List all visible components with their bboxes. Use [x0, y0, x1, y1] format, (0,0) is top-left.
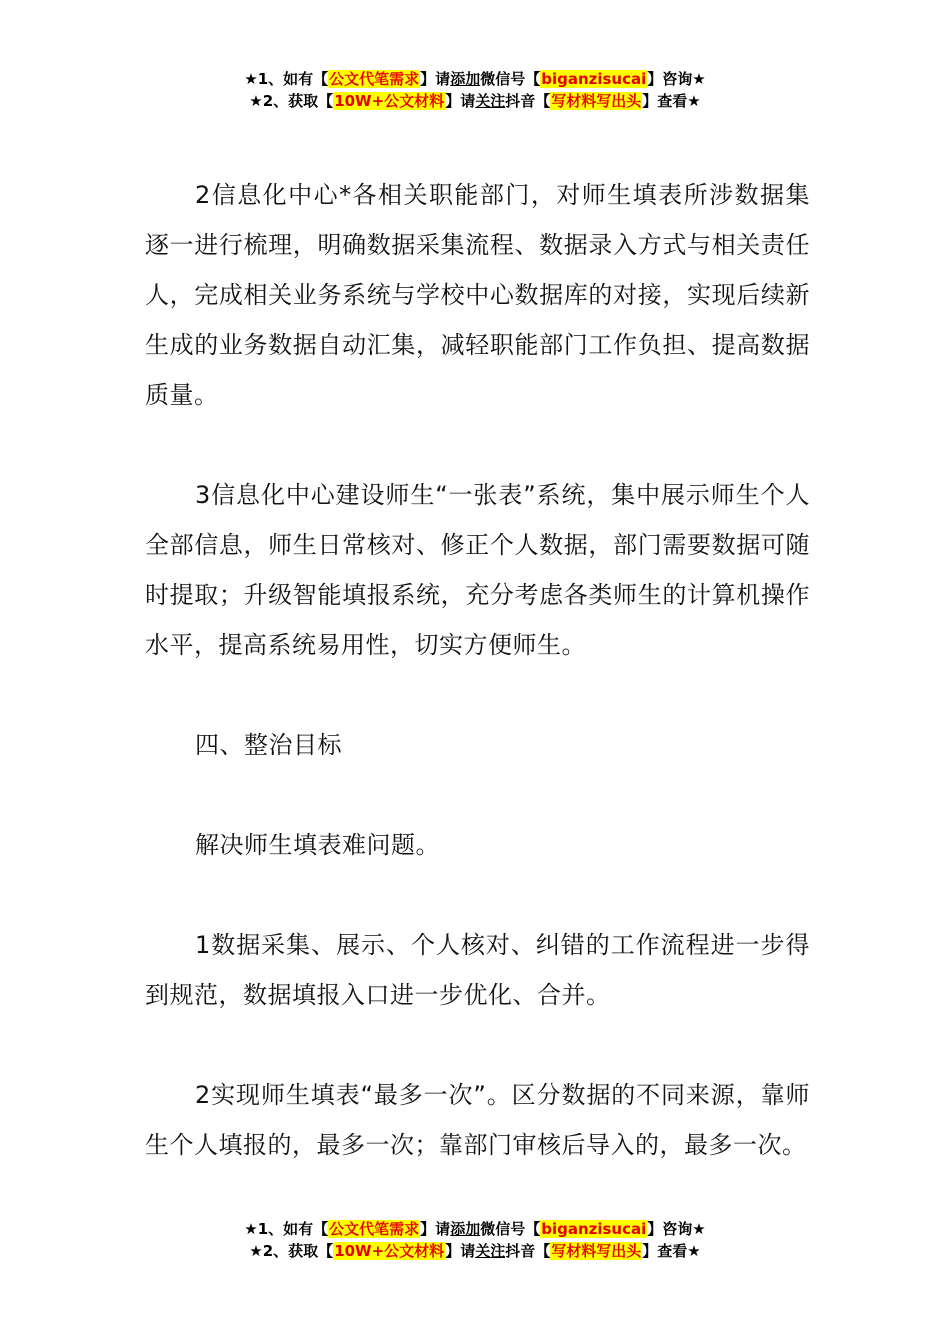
footer-banner	[0, 1218, 950, 1262]
paragraph: 2信息化中心*各相关职能部门，对师生填表所涉数据集逐一进行梳理，明确数据采集流程、数据录入方式与相关责任人，完成相关业务系统与学校中心数据库的对接，实现后续新生成的业务数据自动汇集，减轻职能部门工作负担、提高数据质量。	[145, 181, 810, 409]
banner-line-1	[0, 68, 950, 90]
paragraph-spacer	[145, 770, 810, 820]
banner-text: 】咨询★	[647, 70, 706, 88]
paragraph: 3信息化中心建设师生“一张表”系统，集中展示师生个人全部信息，师生日常核对、修正个人数据，部门需要数据可随时提取；升级智能填报系统，充分考虑各类师生的计算机操作水平，提高系统易用性，切实方便师生。	[145, 481, 810, 659]
banner-line-2	[0, 90, 950, 112]
highlight-text: 写材料写出头	[551, 92, 642, 110]
highlight-text: biganzisucai	[541, 70, 647, 88]
underlined-text: 添加	[450, 1220, 481, 1238]
paragraph: 2实现师生填表“最多一次”。区分数据的不同来源，靠师生个人填报的，最多一次；靠部门审核后导入的，最多一次。	[145, 1081, 810, 1159]
banner-text: 抖音【	[505, 92, 551, 110]
banner-text: ★1、如有【	[244, 1220, 329, 1238]
highlight-text: 公文代笔需求	[329, 1220, 420, 1238]
underlined-text: 关注	[475, 1242, 506, 1260]
highlight-text: 10W+公文材料	[334, 92, 445, 110]
paragraph-spacer	[145, 420, 810, 470]
underlined-text: 关注	[475, 92, 506, 110]
paragraph-spacer	[145, 870, 810, 920]
highlight-text: 10W+公文材料	[334, 1242, 445, 1260]
paragraph: 1数据采集、展示、个人核对、纠错的工作流程进一步得到规范，数据填报入口进一步优化、合并。	[145, 931, 810, 1009]
banner-line-1	[0, 1218, 950, 1240]
banner-text: ★2、获取【	[249, 1242, 334, 1260]
highlight-text: 公文代笔需求	[329, 70, 420, 88]
banner-text: 】查看★	[642, 1242, 701, 1260]
highlight-text: 写材料写出头	[551, 1242, 642, 1260]
banner-text: 微信号【	[480, 70, 541, 88]
paragraph-spacer	[145, 670, 810, 720]
header-banner	[0, 68, 950, 112]
paragraph-spacer	[145, 1020, 810, 1070]
document-body	[145, 170, 810, 1170]
banner-text: 微信号【	[480, 1220, 541, 1238]
banner-text: 】查看★	[642, 92, 701, 110]
banner-text: 】请	[420, 70, 451, 88]
banner-text: ★1、如有【	[244, 70, 329, 88]
banner-text: 】请	[420, 1220, 451, 1238]
underlined-text: 添加	[450, 70, 481, 88]
highlight-text: biganzisucai	[541, 1220, 647, 1238]
banner-text: 抖音【	[505, 1242, 551, 1260]
banner-text: 】咨询★	[647, 1220, 706, 1238]
banner-line-2	[0, 1240, 950, 1262]
banner-text: ★2、获取【	[249, 92, 334, 110]
banner-text: 】请	[445, 1242, 476, 1260]
section-heading: 四、整治目标	[195, 731, 342, 759]
paragraph: 解决师生填表难问题。	[195, 831, 440, 859]
banner-text: 】请	[445, 92, 476, 110]
